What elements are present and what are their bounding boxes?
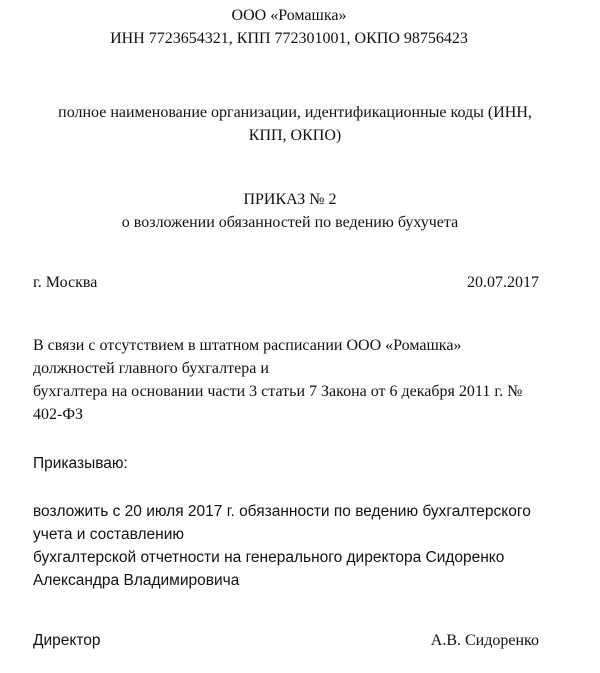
signature-row: [33, 629, 539, 652]
directive-line-4: Александра Владимировича: [33, 572, 240, 589]
caption-line-1: полное наименование организации, идентификационные коды (ИНН,: [58, 104, 532, 121]
order-title: ПРИКАЗ № 2: [243, 191, 337, 208]
org-name: ООО «Ромашка»: [231, 7, 347, 24]
org-header: [0, 4, 578, 50]
signature-name: А.В. Сидоренко: [430, 632, 539, 649]
org-caption: [0, 101, 590, 147]
org-codes: ИНН 7723654321, КПП 772301001, ОКПО 98756423: [110, 30, 468, 47]
order-word: Приказываю:: [33, 455, 128, 472]
preamble-line-1: В связи с отсутствием в штатном расписании ООО «Ромашка»: [33, 337, 462, 354]
directive: [33, 500, 553, 592]
directive-line-2: учета и составлению: [33, 526, 184, 543]
preamble-line-3: бухгалтера на основании части 3 статьи 7 Закона от 6 декабря 2011 г. №: [33, 383, 523, 400]
preamble-line-2: должностей главного бухгалтера и: [33, 360, 269, 377]
directive-line-1: возложить с 20 июля 2017 г. обязанности по ведению бухгалтерского: [33, 503, 531, 520]
city: г. Москва: [33, 274, 98, 291]
order-date: 20.07.2017: [467, 274, 539, 291]
preamble: [33, 334, 553, 426]
order-heading: [0, 188, 580, 234]
directive-line-3: бухгалтерской отчетности на генерального директора Сидоренко: [33, 549, 505, 566]
signature-position: Директор: [33, 632, 101, 649]
place-date-row: [33, 271, 539, 294]
order-subject: о возложении обязанностей по ведению бухучета: [121, 214, 459, 231]
preamble-line-4: 402-ФЗ: [33, 406, 83, 423]
caption-line-2: КПП, ОКПО): [248, 127, 342, 144]
